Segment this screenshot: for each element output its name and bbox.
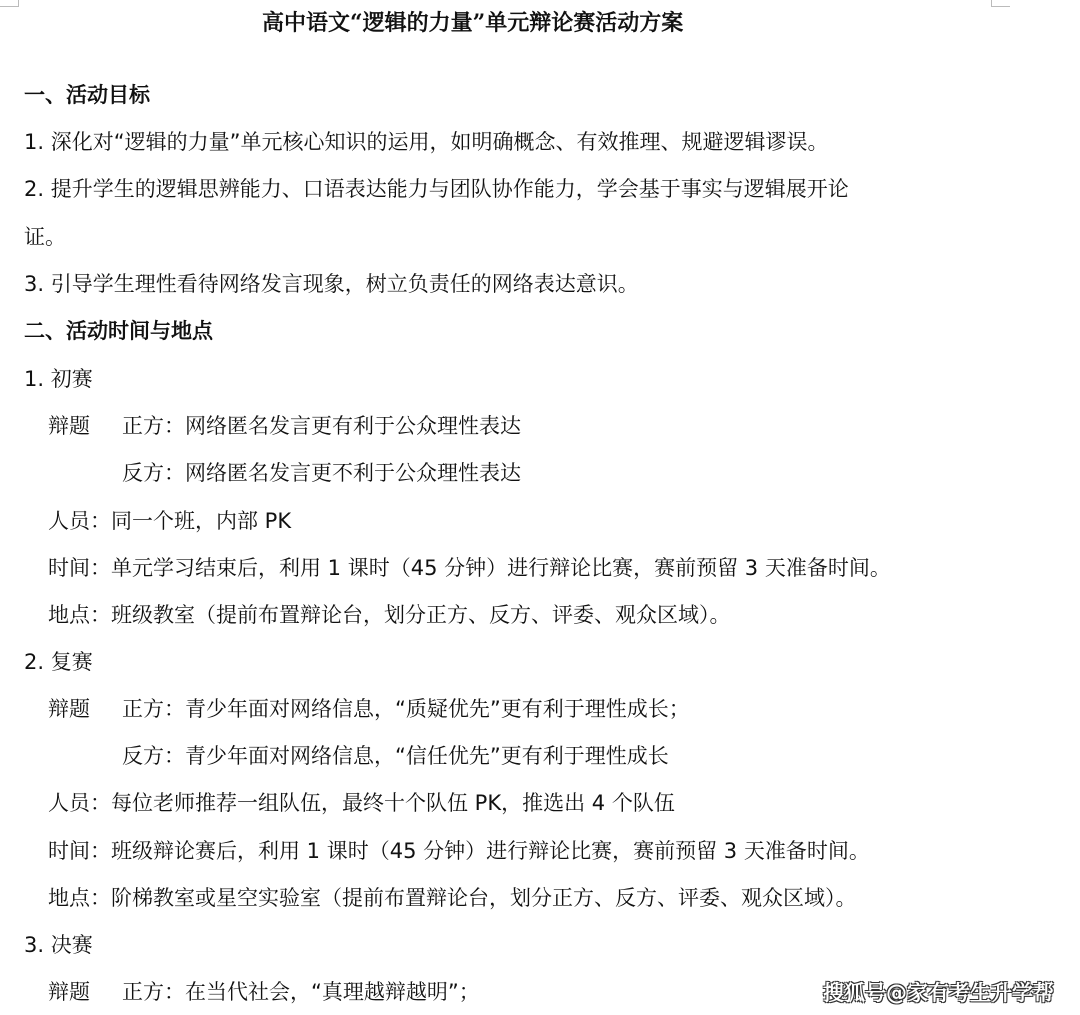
section-heading: 二、活动时间与地点	[24, 318, 213, 343]
page-corner-mark	[0, 0, 19, 7]
round-title: 3. 决赛	[24, 933, 93, 957]
section-heading: 一、活动目标	[24, 82, 150, 107]
document-title: 高中语文“逻辑的力量”单元辩论赛活动方案	[262, 10, 684, 36]
topic-pro	[48, 411, 521, 441]
people: 人员：同一个班，内部 PK	[48, 509, 292, 533]
time: 时间：单元学习结束后，利用 1 课时（45 分钟）进行辩论比赛，赛前预留 3 天准备时间。	[48, 556, 891, 580]
round-title: 2. 复赛	[24, 650, 93, 674]
pro-text: 正方：在当代社会，“真理越辩越明”；	[122, 980, 480, 1004]
topic-label: 辩题	[48, 414, 90, 438]
topic-pro	[48, 694, 690, 724]
watermark: 搜狐号@家有考生升学帮	[823, 981, 1054, 1005]
topic-label: 辩题	[48, 980, 90, 1004]
topic-label: 辩题	[48, 697, 90, 721]
place: 地点：班级教室（提前布置辩论台，划分正方、反方、评委、观众区域）。	[48, 603, 731, 627]
paragraph: 1. 深化对“逻辑的力量”单元核心知识的运用，如明确概念、有效推理、规避逻辑谬误。	[24, 130, 829, 154]
paragraph: 2. 提升学生的逻辑思辨能力、口语表达能力与团队协作能力，学会基于事实与逻辑展开论	[24, 177, 849, 201]
people: 人员：每位老师推荐一组队伍，最终十个队伍 PK，推选出 4 个队伍	[48, 791, 675, 815]
time: 时间：班级辩论赛后，利用 1 课时（45 分钟）进行辩论比赛，赛前预留 3 天准备时间。	[48, 839, 870, 863]
round-title: 1. 初赛	[24, 367, 93, 391]
topic-pro	[48, 977, 480, 1007]
place: 地点：阶梯教室或星空实验室（提前布置辩论台，划分正方、反方、评委、观众区域）。	[48, 886, 857, 910]
paragraph: 证。	[24, 225, 66, 249]
topic-con: 反方：网络匿名发言更不利于公众理性表达	[122, 461, 521, 485]
pro-text: 正方：网络匿名发言更有利于公众理性表达	[122, 414, 521, 438]
page-corner-mark	[991, 0, 1010, 7]
topic-con: 反方：青少年面对网络信息，“信任优先”更有利于理性成长	[122, 744, 669, 768]
paragraph: 3. 引导学生理性看待网络发言现象，树立负责任的网络表达意识。	[24, 272, 639, 296]
pro-text: 正方：青少年面对网络信息，“质疑优先”更有利于理性成长；	[122, 697, 690, 721]
